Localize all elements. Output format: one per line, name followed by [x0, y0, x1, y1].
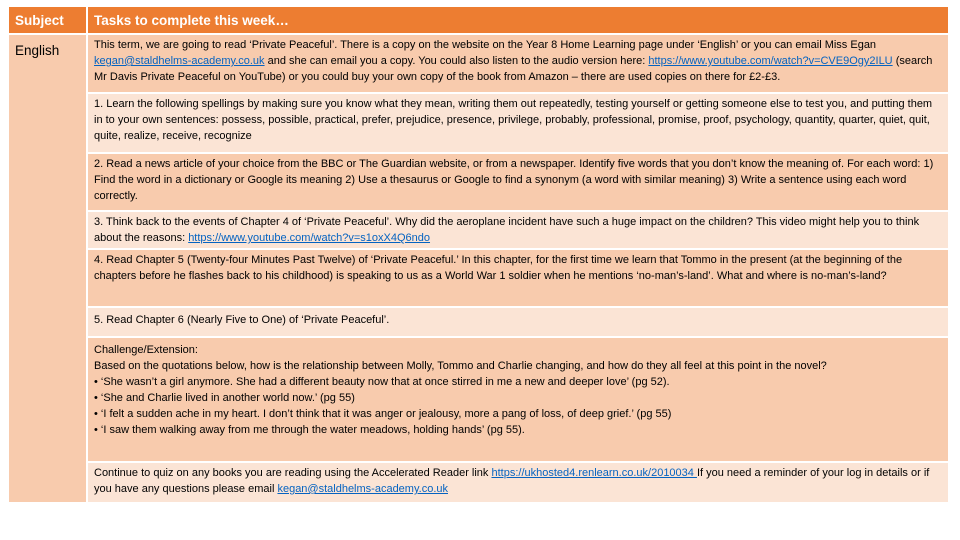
video-link[interactable]: https://www.youtube.com/watch?v=s1oxX4Q6ndo	[188, 232, 431, 244]
header-subject: Subject	[9, 7, 88, 33]
quote-item: • ‘She and Charlie lived in another world now.’ (pg 55)	[94, 392, 355, 404]
quote-item: • ‘She wasn’t a girl anymore. She had a different beauty now that at once stirred in me a new and deeper love’ (pg 52).	[94, 376, 670, 388]
intro-cell	[88, 33, 948, 92]
task-5-cell	[88, 306, 948, 336]
header-tasks: Tasks to complete this week…	[88, 7, 948, 33]
intro-text-2: and she can email you a copy. You could also listen to the audio version here:	[264, 55, 649, 67]
challenge-question: Based on the quotations below, how is the relationship between Molly, Tommo and Charlie changing, and how do they all feel at this point in the novel?	[94, 360, 827, 372]
task-1-text: 1. Learn the following spellings by making sure you know what they mean, writing them out repeatedly, testing yourself or getting someone else to test you, and putting them in to your own sentences: possess, possible, practical, prefer, prejudice, presence, privilege, probably, professional, promise, proof, psychology, quantity, quarter, quiet, quit, quite, realize, receive, recognize	[94, 98, 933, 142]
task-2-cell	[88, 152, 948, 210]
task-3-cell	[88, 210, 948, 248]
closing-text-1: Continue to quiz on any books you are reading using the Accelerated Reader link	[94, 467, 492, 479]
task-1-cell	[88, 92, 948, 152]
intro-text-3: (search Mr Davis Private Peaceful on YouTube) or you could buy your own copy of the book from Amazon – there are used copies on there for £2-£3.	[94, 55, 933, 83]
challenge-cell	[88, 336, 948, 461]
closing-email-link[interactable]: kegan@staldhelms-academy.co.uk	[277, 483, 448, 495]
quote-item: • ‘I saw them walking away from me through the water meadows, holding hands’ (pg 55).	[94, 424, 525, 436]
task-2-text: 2. Read a news article of your choice from the BBC or The Guardian website, or from a newspaper. Identify five words that you don’t know the meaning of. For each word: 1) Find the word in a dictionary or Google its meaning 2) Use a thesaurus or Google to find a synonym (a word with similar meaning) 3) Write a sentence using each word correctly.	[94, 158, 934, 202]
closing-text-2: If you need a reminder of your log in details or if you have any questions please email	[94, 467, 930, 495]
audio-link[interactable]: https://www.youtube.com/watch?v=CVE9Ogy2ILU	[648, 55, 893, 67]
quote-item: • ‘I felt a sudden ache in my heart. I don’t think that it was anger or jealousy, more a pang of loss, of deep grief.’ (pg 55)	[94, 408, 672, 420]
task-5-text: 5. Read Chapter 6 (Nearly Five to One) of ‘Private Peaceful’.	[94, 314, 390, 326]
accelerated-reader-link[interactable]: https://ukhosted4.renlearn.co.uk/2010034	[491, 467, 697, 479]
email-link[interactable]: kegan@staldhelms-academy.co.uk	[94, 55, 265, 67]
challenge-title: Challenge/Extension:	[94, 344, 198, 356]
task-4-cell	[88, 248, 948, 306]
homework-table	[9, 7, 948, 514]
task-3-text: 3. Think back to the events of Chapter 4 of ‘Private Peaceful’. Why did the aeroplane incident have such a huge impact on the children? This video might help you to think about the reasons:	[94, 216, 920, 244]
closing-cell	[88, 461, 948, 502]
subject-cell: English	[9, 33, 88, 502]
task-4-text: 4. Read Chapter 5 (Twenty-four Minutes Past Twelve) of ‘Private Peaceful.’ In this chapter, for the first time we learn that Tommo in the present (at the beginning of the chapters before he flashes back to his childhood) is speaking to us as a World War 1 soldier when he mentions ‘no-man’s-land’. What and where is no-man’s-land?	[94, 254, 903, 282]
intro-text-1: This term, we are going to read ‘Private Peaceful’. There is a copy on the website on the Year 8 Home Learning page under ‘English’ or you can email Miss Egan	[94, 39, 877, 51]
